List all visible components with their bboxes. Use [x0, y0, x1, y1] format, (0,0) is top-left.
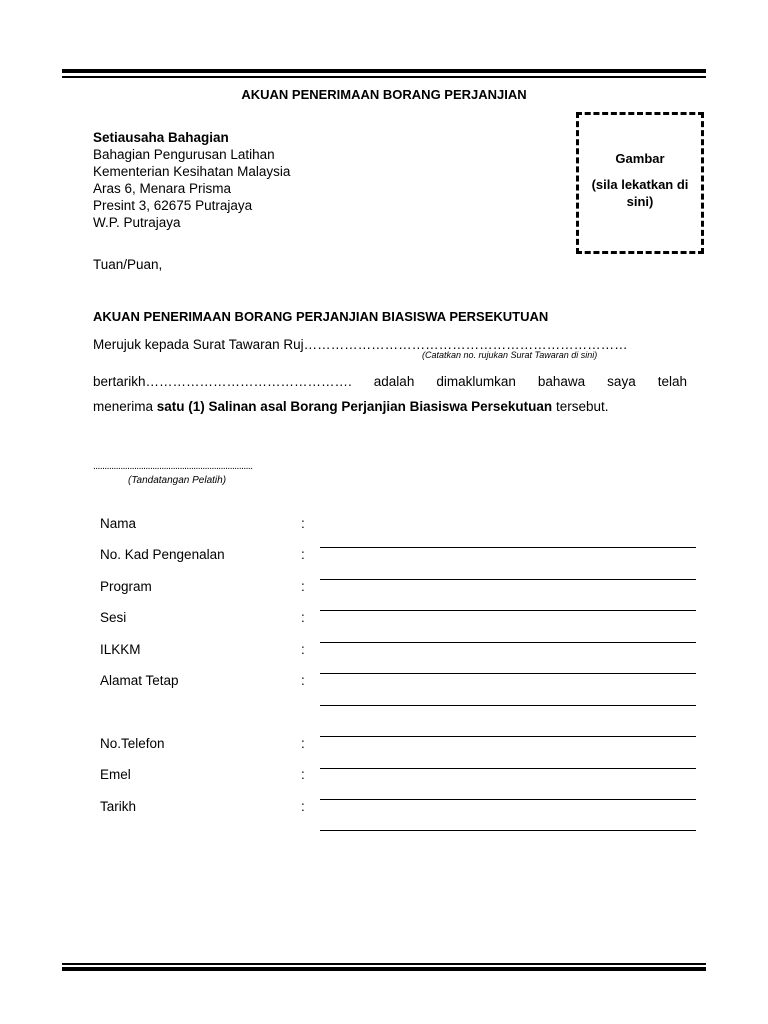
- field-line-sesi[interactable]: [320, 642, 696, 643]
- address-line: Presint 3, 62675 Putrajaya: [93, 198, 253, 213]
- field-line-alamat-tetap-2[interactable]: [320, 736, 696, 737]
- photo-box: [576, 112, 704, 254]
- body-receipt-suffix: tersebut.: [552, 399, 609, 414]
- field-label-ilkkm: ILKKM: [100, 642, 141, 657]
- field-label-alamat-tetap: Alamat Tetap: [100, 673, 179, 688]
- photo-box-instruction: [579, 176, 701, 210]
- field-line-tarikh[interactable]: [320, 830, 696, 831]
- address-block: [93, 129, 290, 231]
- reference-line: Merujuk kepada Surat Tawaran Ruj………………………………………………………………: [93, 337, 628, 352]
- top-rule-thick: [62, 69, 706, 73]
- photo-box-instruction-line2: sini): [626, 194, 654, 209]
- photo-box-title: Gambar: [615, 151, 665, 166]
- field-line-ilkkm[interactable]: [320, 673, 696, 674]
- address-recipient: Setiausaha Bahagian: [93, 130, 229, 145]
- subject-heading: AKUAN PENERIMAAN BORANG PERJANJIAN BIASISWA PERSEKUTUAN: [93, 309, 549, 324]
- field-label-nama: Nama: [100, 516, 137, 531]
- bottom-rule-thin: [62, 963, 706, 965]
- field-label-emel: Emel: [100, 767, 131, 782]
- field-colon: :: [301, 673, 305, 688]
- field-colon: :: [301, 579, 305, 594]
- address-line: Kementerian Kesihatan Malaysia: [93, 164, 291, 179]
- photo-box-instruction-line1: (sila lekatkan di: [591, 177, 689, 192]
- bottom-rule-thick: [62, 967, 706, 971]
- field-colon: :: [301, 610, 305, 625]
- reference-note: (Catatkan no. rujukan Surat Tawaran di sini): [422, 350, 598, 360]
- field-label-program: Program: [100, 579, 152, 594]
- field-line-program[interactable]: [320, 610, 696, 611]
- signature-label: (Tandatangan Pelatih): [128, 475, 227, 486]
- address-line: Bahagian Pengurusan Latihan: [93, 147, 275, 162]
- field-colon: :: [301, 736, 305, 751]
- field-line-emel[interactable]: [320, 799, 696, 800]
- field-label-no-telefon: No.Telefon: [100, 736, 165, 751]
- body-receipt-bold: satu (1) Salinan asal Borang Perjanjian Biasiswa Persekutuan: [156, 399, 553, 414]
- field-line-alamat-tetap-1[interactable]: [320, 705, 696, 706]
- field-line-nama[interactable]: [320, 547, 696, 548]
- body-receipt-prefix: menerima: [93, 399, 157, 414]
- address-line: W.P. Putrajaya: [93, 215, 181, 230]
- field-label-kad-pengenalan: No. Kad Pengenalan: [100, 547, 225, 562]
- page-title: AKUAN PENERIMAAN BORANG PERJANJIAN: [241, 87, 527, 102]
- field-label-sesi: Sesi: [100, 610, 127, 625]
- body-line-date: bertarikh………………………………………. adalah dimaklumkan bahawa saya telah: [93, 374, 687, 389]
- field-label-tarikh: Tarikh: [100, 799, 137, 814]
- field-colon: :: [301, 516, 305, 531]
- field-line-no-telefon[interactable]: [320, 768, 696, 769]
- address-line: Aras 6, Menara Prisma: [93, 181, 232, 196]
- salutation: Tuan/Puan,: [93, 257, 163, 272]
- body-paragraph: [93, 369, 687, 419]
- field-colon: :: [301, 767, 305, 782]
- field-colon: :: [301, 642, 305, 657]
- body-line-receipt: [93, 394, 687, 419]
- field-colon: :: [301, 799, 305, 814]
- signature-line[interactable]: ......................................................................: [93, 461, 253, 472]
- field-line-kad-pengenalan[interactable]: [320, 579, 696, 580]
- field-colon: :: [301, 547, 305, 562]
- top-rule-thin: [62, 76, 706, 78]
